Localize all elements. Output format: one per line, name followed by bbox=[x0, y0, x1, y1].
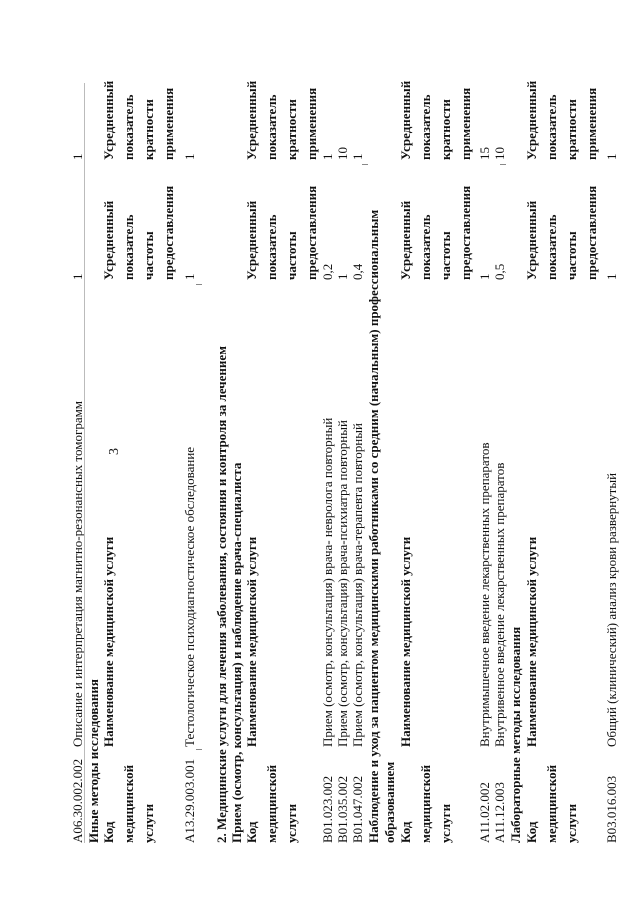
header-freq-line4: предоставления bbox=[458, 185, 473, 280]
row-code: A11.12.003 bbox=[492, 782, 507, 843]
header-name: Наименование медицинской услуги bbox=[101, 536, 116, 747]
header-mult-line4: применения bbox=[161, 87, 176, 160]
row-name: Прием (осмотр, консультация) врача- невролога повторный bbox=[320, 417, 335, 747]
header-freq-line3: частоты bbox=[284, 231, 299, 280]
header-freq-line2: показатель bbox=[418, 214, 433, 280]
header-code-line2: медицинской bbox=[121, 764, 136, 843]
header-mult-line2: показатель bbox=[121, 94, 136, 160]
header-mult-line3: кратности bbox=[284, 99, 299, 160]
header-freq-line1: Усредненный bbox=[398, 200, 413, 280]
row-name: Тестологическое психодиагностическое обследование bbox=[182, 446, 197, 747]
header-freq-line2: показатель bbox=[544, 214, 559, 280]
header-mult-line4: применения bbox=[584, 87, 599, 160]
header-code-line1: Код bbox=[398, 821, 413, 843]
section-lab-title: Лабораторные методы исследования bbox=[508, 626, 523, 843]
header-mult-line2: показатель bbox=[264, 94, 279, 160]
header-mult-line3: кратности bbox=[438, 99, 453, 160]
row-mult: 1 bbox=[182, 153, 197, 160]
scan-mark bbox=[362, 164, 368, 165]
row-mult: 10 bbox=[335, 147, 350, 160]
header-code-line1: Код bbox=[524, 821, 539, 843]
header-code-line2: медицинской bbox=[418, 764, 433, 843]
section-nursing-title: Наблюдение и уход за пациентом медицинскими работниками со средним (начальным) профессиональным bbox=[366, 209, 381, 843]
row-name: Общий (клинический) анализ крови развернутый bbox=[604, 472, 619, 747]
header-freq-line2: показатель bbox=[264, 214, 279, 280]
row-code: B01.023.002 bbox=[320, 775, 335, 843]
header-freq-line1: Усредненный bbox=[524, 200, 539, 280]
mri-freq: 1 bbox=[70, 273, 85, 280]
header-mult-line3: кратности bbox=[564, 99, 579, 160]
header-freq-line3: частоты bbox=[141, 231, 156, 280]
header-code-line1: Код bbox=[101, 821, 116, 843]
header-freq-line2: показатель bbox=[121, 214, 136, 280]
row-name: Внутривенное введение лекарственных препаратов bbox=[492, 462, 507, 747]
header-freq-line1: Усредненный bbox=[244, 200, 259, 280]
header-name: Наименование медицинской услуги bbox=[244, 536, 259, 747]
header-freq-line4: предоставления bbox=[304, 185, 319, 280]
header-mult-line1: Усредненный bbox=[398, 80, 413, 160]
section-other-title: Иные методы исследования bbox=[86, 679, 101, 843]
header-name: Наименование медицинской услуги bbox=[398, 536, 413, 747]
row-mult: 15 bbox=[477, 147, 492, 160]
header-mult-line4: применения bbox=[458, 87, 473, 160]
page-number: 3 bbox=[107, 448, 122, 455]
header-mult-line1: Усредненный bbox=[524, 80, 539, 160]
row-mult: 1 bbox=[350, 153, 365, 160]
row-freq: 0,5 bbox=[492, 263, 507, 280]
header-code-line3: услуги bbox=[284, 803, 299, 843]
header-code-line3: услуги bbox=[564, 803, 579, 843]
row-code: B01.047.002 bbox=[350, 775, 365, 843]
header-code-line1: Код bbox=[244, 821, 259, 843]
header-freq-line4: предоставления bbox=[161, 185, 176, 280]
section2-subtitle: Прием (осмотр, консультация) и наблюдение врача-специалиста bbox=[229, 462, 244, 843]
header-mult-line3: кратности bbox=[141, 99, 156, 160]
scan-mark bbox=[196, 284, 202, 285]
scan-mark bbox=[500, 164, 506, 165]
row-freq: 0,2 bbox=[320, 263, 335, 280]
row-code: B01.035.002 bbox=[335, 775, 350, 843]
table-divider bbox=[84, 83, 85, 843]
mri-mult: 1 bbox=[70, 153, 85, 160]
row-mult: 10 bbox=[492, 147, 507, 160]
header-freq-line3: частоты bbox=[564, 231, 579, 280]
row-code: A13.29.003.001 bbox=[182, 758, 197, 843]
header-mult-line4: применения bbox=[304, 87, 319, 160]
row-name: Прием (осмотр, консультация) врача-психиатра повторный bbox=[335, 420, 350, 747]
header-freq-line3: частоты bbox=[438, 231, 453, 280]
header-mult-line1: Усредненный bbox=[244, 80, 259, 160]
row-freq: 1 bbox=[477, 273, 492, 280]
row-freq: 1 bbox=[604, 273, 619, 280]
header-mult-line1: Усредненный bbox=[101, 80, 116, 160]
header-mult-line2: показатель bbox=[418, 94, 433, 160]
header-name: Наименование медицинской услуги bbox=[524, 536, 539, 747]
header-freq-line4: предоставления bbox=[584, 185, 599, 280]
header-code-line2: медицинской bbox=[264, 764, 279, 843]
header-freq-line1: Усредненный bbox=[101, 200, 116, 280]
row-name: Внутримышечное введение лекарственных препаратов bbox=[477, 442, 492, 747]
row-mult: 1 bbox=[604, 153, 619, 160]
row-name: Прием (осмотр, консультация) врача-терапевта повторный bbox=[350, 423, 365, 747]
row-freq: 1 bbox=[182, 273, 197, 280]
header-code-line3: услуги bbox=[141, 803, 156, 843]
row-code: A11.02.002 bbox=[477, 782, 492, 843]
mri-code: A06.30.002.002 bbox=[70, 758, 85, 843]
scan-mark bbox=[196, 749, 202, 750]
row-freq: 0,4 bbox=[350, 263, 365, 280]
section2-title: 2. Медицинские услуги для лечения заболевания, состояния и контроля за лечением bbox=[214, 345, 229, 843]
row-freq: 1 bbox=[335, 273, 350, 280]
row-mult: 1 bbox=[320, 153, 335, 160]
row-code: B03.016.003 bbox=[604, 775, 619, 843]
header-mult-line2: показатель bbox=[544, 94, 559, 160]
mri-name: Описание и интерпретация магнитно-резонансных томограмм bbox=[70, 400, 85, 747]
header-code-line3: услуги bbox=[438, 803, 453, 843]
section-nursing-title-cont: образованием bbox=[382, 761, 397, 843]
header-code-line2: медицинской bbox=[544, 764, 559, 843]
